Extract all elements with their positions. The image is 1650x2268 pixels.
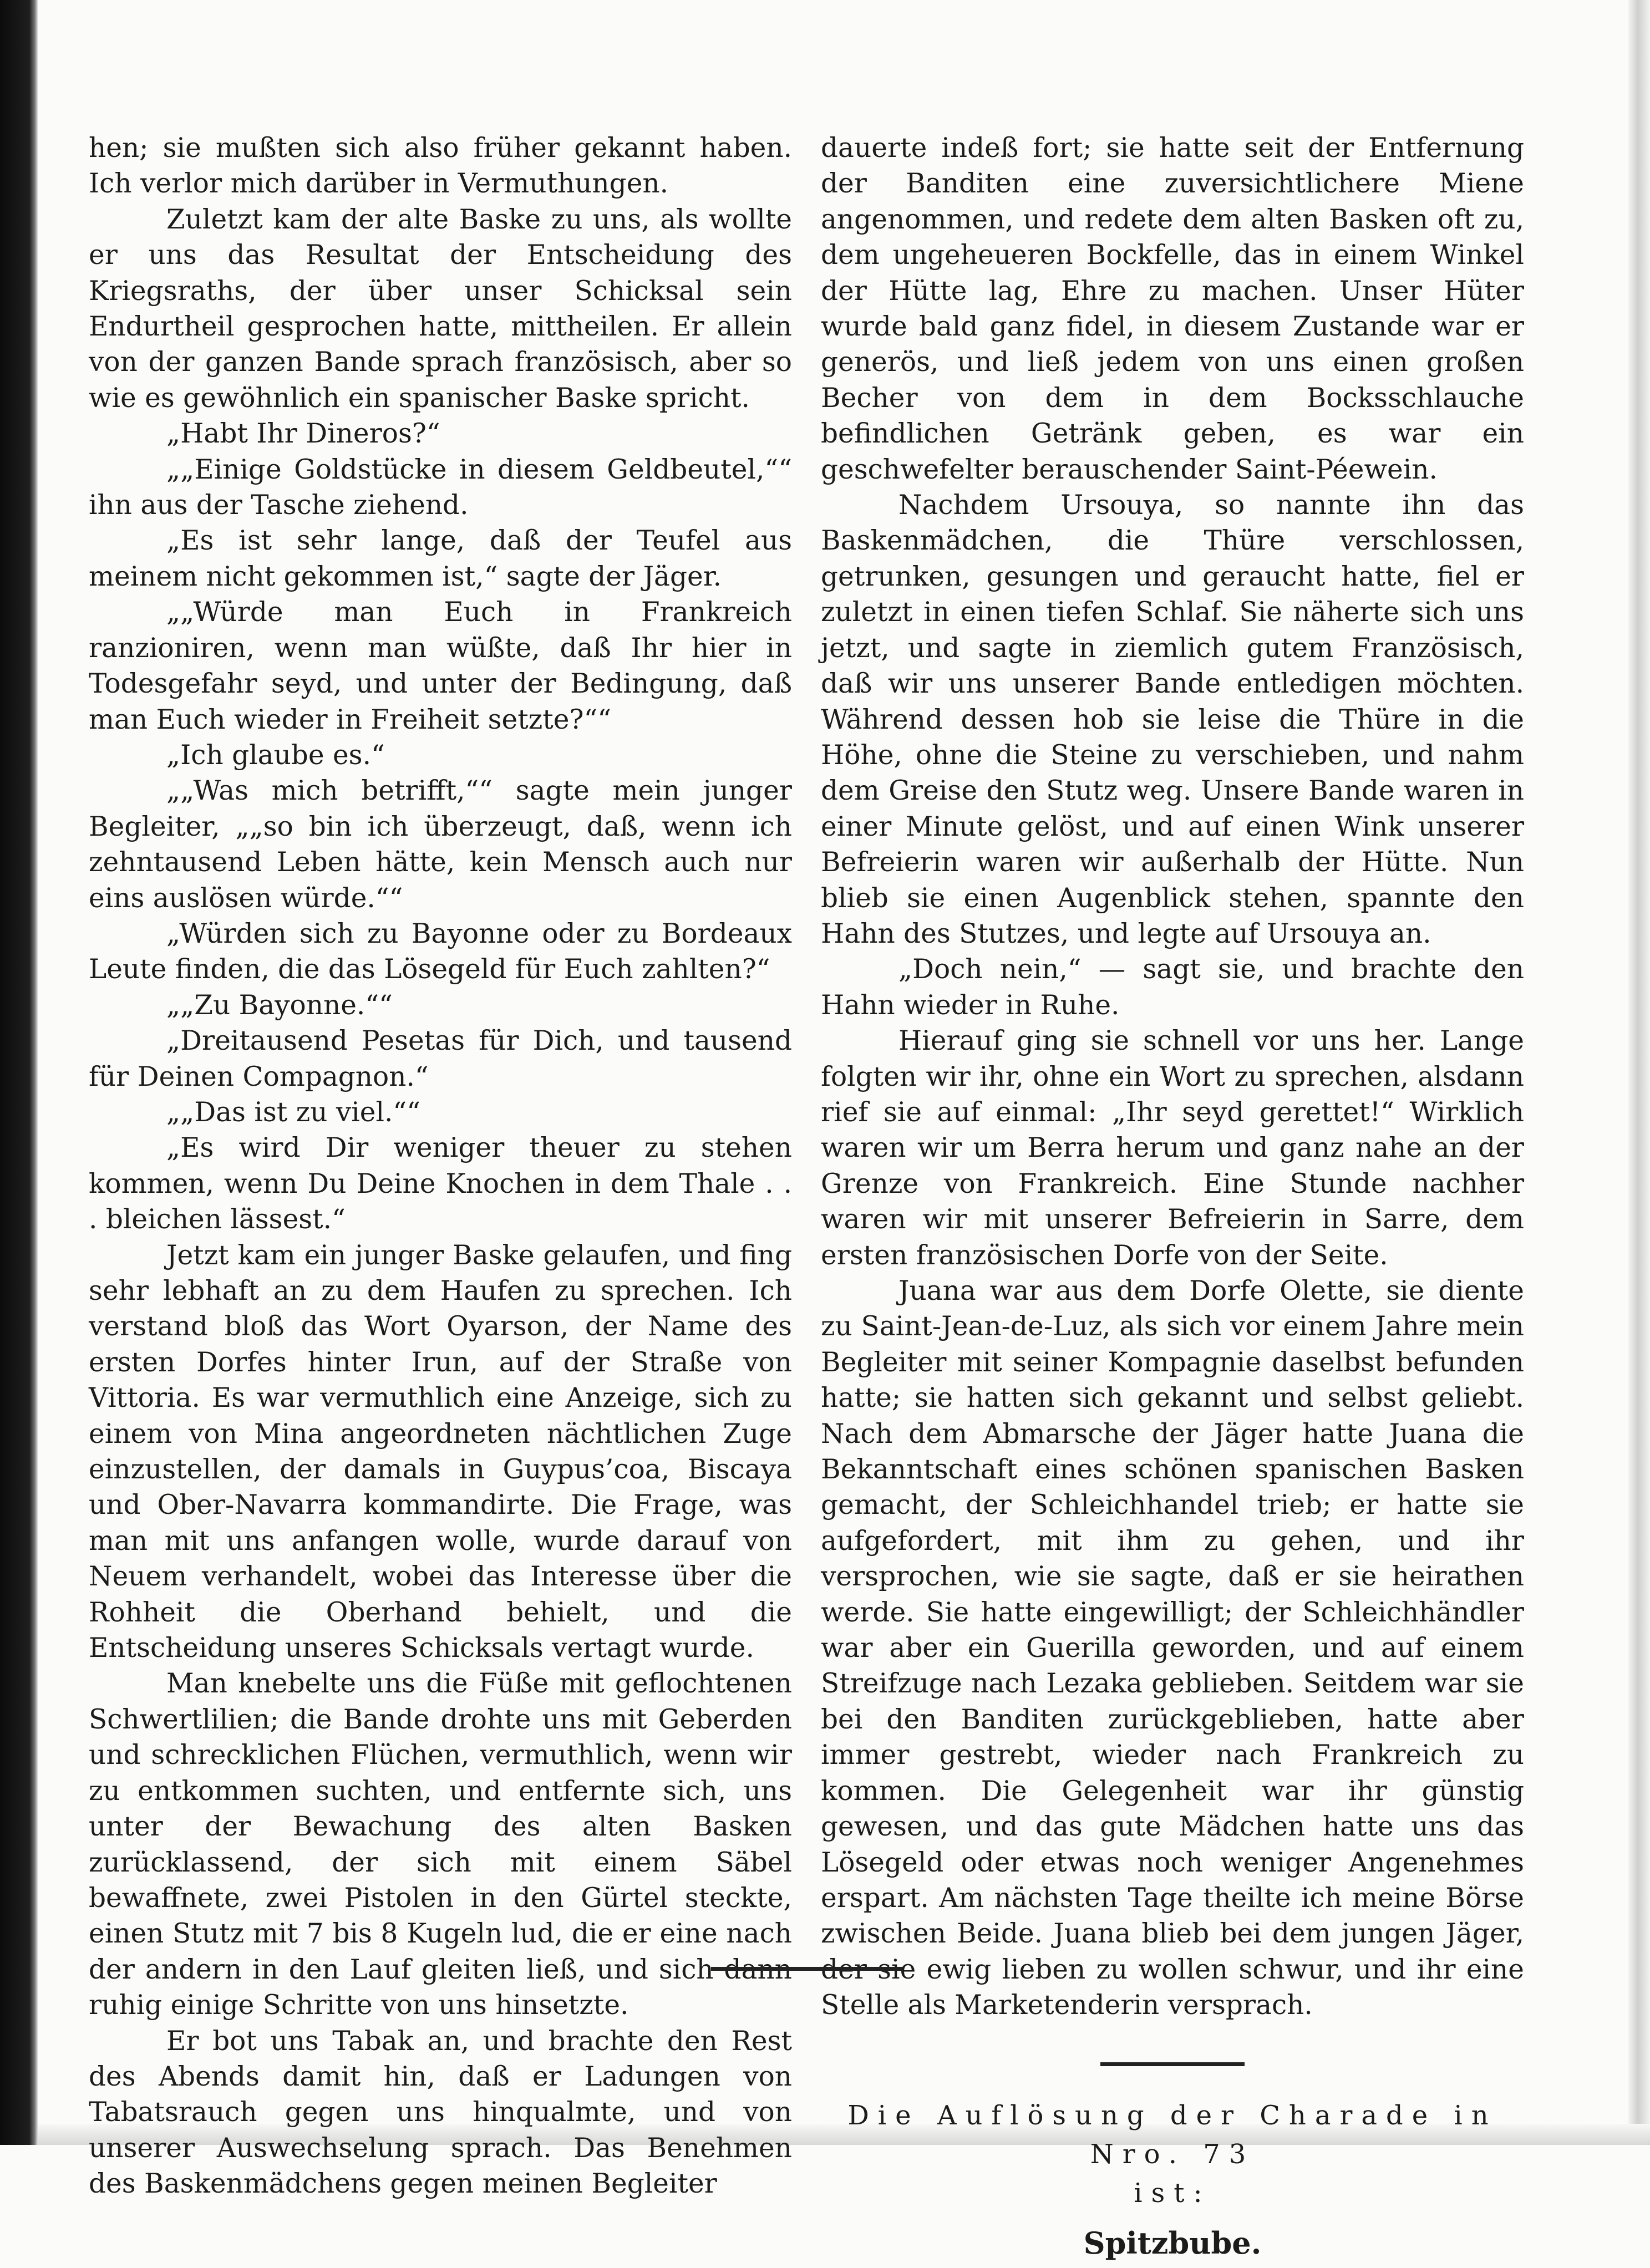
dialogue-line: „Würden sich zu Bayonne oder zu Bordeaux Leute finden, die das Lösegeld für Euch zahlten?“ [89, 918, 792, 985]
paragraph: Juana war aus dem Dorfe Olette, sie diente zu Saint-Jean-de-Luz, als sich vor einem Jahre mein Begleiter mit seiner Kompagnie daselbst befunden hatte; sie hatten sich gekannt und selbst geliebt. Nach dem Abmarsche der Jäger hatte Juana die Bekanntschaft eines schönen spanischen Basken gemacht, der Schleichhandel trieb; er hatte sie aufgefordert, mit ihm zu gehen, und ihr versprochen, wie sie sagte, daß er sie heirathen werde. Sie hatte eingewilligt; der Schleichhändler war aber ein Guerilla geworden, und auf einem Streifzuge nach Lezaka geblieben. Seitdem war sie bei den Banditen zurückgeblieben, hatte aber immer gestrebt, wieder nach Frankreich zu kommen. Die Gelegenheit war ihr günstig gewesen, und das gute Mädchen hatte uns das Lösegeld oder etwas noch weniger Angenehmes erspart. Am nächsten Tage theilte ich meine Börse zwischen Beide. Juana blieb bei dem jungen Jäger, der sie ewig lieben zu wollen schwur, und ihr eine Stelle als Marketenderin versprach. [821, 1275, 1524, 2021]
paragraph: Zuletzt kam der alte Baske zu uns, als wollte er uns das Resultat der Entscheidung des Kriegsraths, der über unser Schicksal sein Endurtheil gesprochen hatte, mittheilen. Er allein von der ganzen Bande sprach französisch, aber so wie es gewöhnlich ein spanischer Baske spricht. [89, 204, 792, 414]
paragraph: Jetzt kam ein junger Baske gelaufen, und fing sehr lebhaft an zu dem Haufen zu sprechen. Ich verstand bloß das Wort Oyarson, der Name des ersten Dorfes hinter Irun, auf der Straße von Vittoria. Es war vermuthlich eine Anzeige, sich zu einem von Mina angeordneten nächtlichen Zuge einzustellen, der damals in Guypus’coa, Biscaya und Ober-Navarra kommandirte. Die Frage, was man mit uns anfangen wolle, wurde darauf von Neuem verhandelt, wobei das Interesse über die Rohheit die Oberhand behielt, und die Entscheidung unseres Schicksals vertagt wurde. [89, 1239, 792, 1664]
paragraph: Er bot uns Tabak an, und brachte den Rest des Abends damit hin, daß er Ladungen von Tabatsrauch gegen uns hinqualmte, und von unserer Auswechselung sprach. Das Benehmen des Baskenmädchens gegen meinen Begleiter [89, 2025, 792, 2200]
dialogue-line: „„Was mich betrifft,““ sagte mein junger Begleiter, „„so bin ich überzeugt, daß, wenn ich zehntausend Leben hätte, kein Mensch auch nur eins auslösen würde.““ [89, 775, 792, 914]
paragraph: hen; sie mußten sich also früher gekannt haben. Ich verlor mich darüber in Vermuthungen. [89, 133, 792, 200]
end-rule [711, 1967, 902, 1971]
dialogue-line: „Ich glaube es.“ [166, 739, 385, 771]
dialogue-line: „Habt Ihr Dineros?“ [166, 418, 440, 450]
page-edge-right [1628, 0, 1650, 2145]
dialogue-line: „Es wird Dir weniger theuer zu stehen kommen, wenn Du Deine Knochen in dem Thale . . . bleichen lässest.“ [89, 1132, 792, 1235]
dialogue-line: „„Zu Bayonne.““ [166, 989, 393, 1021]
charade-answer: Spitzbube. [1083, 2225, 1262, 2261]
charade-solution-heading: Die Auflösung der Charade in Nro. 73 [847, 2099, 1497, 2170]
dialogue-line: „„Das ist zu viel.““ [166, 1096, 421, 1128]
dialogue-line: „Dreitausend Pesetas für Dich, und tausend für Deinen Compagnon.“ [89, 1025, 792, 1092]
paragraph: Man knebelte uns die Füße mit geflochtenen Schwertlilien; die Bande drohte uns mit Geberden und schrecklichen Flüchen, vermuthlich, wenn wir zu entkommen suchten, und entfernte sich, uns unter der Bewachung des alten Basken zurücklassend, der sich mit einem Säbel bewaffnete, zwei Pistolen in den Gürtel steckte, einen Stutz mit 7 bis 8 Kugeln lud, die er eine nach der andern in den Lauf gleiten ließ, und sich dann ruhig einige Schritte von uns hinsetzte. [89, 1668, 792, 2021]
dialogue-line: „„Einige Goldstücke in diesem Geldbeutel,““ ihn aus der Tasche ziehend. [89, 454, 792, 521]
right-column [821, 130, 1524, 2268]
paragraph: dauerte indeß fort; sie hatte seit der Entfernung der Banditen eine zuversichtlichere Miene angenommen, und redete dem alten Basken oft zu, dem ungeheueren Bockfelle, das in einem Winkel der Hütte lag, Ehre zu machen. Unser Hüter wurde bald ganz fidel, in diesem Zustande war er generös, und ließ jedem von uns einen großen Becher von dem in dem Bocksschlauche befindlichen Getränk geben, es war ein geschwefelter berauschender Saint-Péewein. [821, 133, 1524, 485]
charade-solution-is: ist: [1134, 2177, 1211, 2209]
paragraph: Hierauf ging sie schnell vor uns her. Lange folgten wir ihr, ohne ein Wort zu sprechen, alsdann rief sie auf einmal: „Ihr seyd gerettet!“ Wirklich waren wir um Berra herum und ganz nahe an der Grenze von Frankreich. Eine Stunde nachher waren wir mit unserer Befreierin in Sarre, dem ersten französischen Dorfe von der Seite. [821, 1025, 1524, 1271]
paragraph: Nachdem Ursouya, so nannte ihn das Baskenmädchen, die Thüre verschlossen, getrunken, gesungen und geraucht hatte, fiel er zuletzt in einen tiefen Schlaf. Sie näherte sich uns jetzt, und sagte in ziemlich gutem Französisch, daß wir uns unserer Bande entledigen möchten. Während dessen hob sie leise die Thüre in die Höhe, ohne die Steine zu verschieben, und nahm dem Greise den Stutz weg. Unsere Bande waren in einer Minute gelöst, und auf einen Wink unserer Befreierin waren wir außerhalb der Hütte. Nun blieb sie einen Augenblick stehen, spannte den Hahn des Stutzes, und legte auf Ursouya an. [821, 490, 1524, 949]
section-divider [1100, 2062, 1245, 2066]
dialogue-line: „Es ist sehr lange, daß der Teufel aus meinem nicht gekommen ist,“ sagte der Jäger. [89, 525, 792, 592]
left-column [89, 130, 792, 2202]
dialogue-line: „„Würde man Euch in Frankreich ranzioniren, wenn man wüßte, daß Ihr hier in Todesgefahr seyd, und unter der Bedingung, daß man Euch wieder in Freiheit setzte?““ [89, 597, 792, 735]
dialogue-line: „Doch nein,“ — sagt sie, und brachte den Hahn wieder in Ruhe. [821, 954, 1524, 1021]
book-spine [0, 0, 38, 2145]
